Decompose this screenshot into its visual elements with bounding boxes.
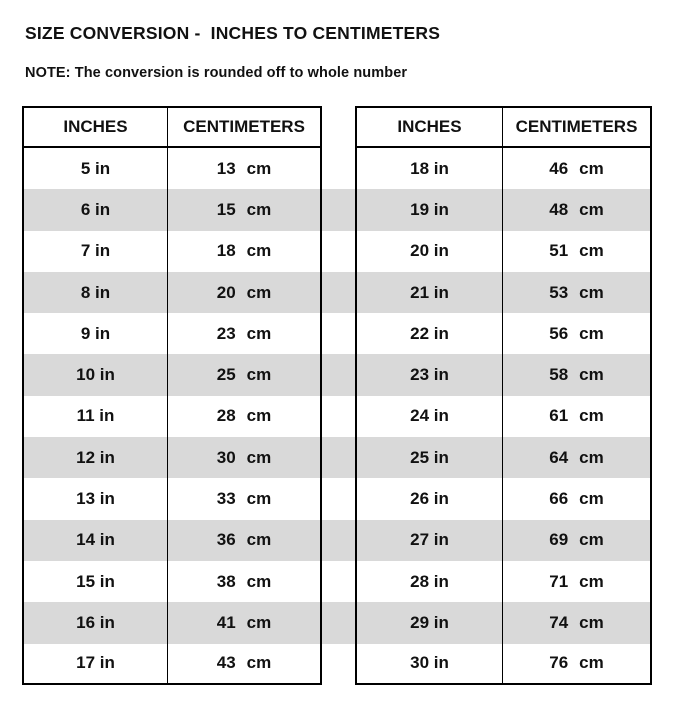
cm-unit: cm — [579, 489, 604, 509]
centimeters-cell — [168, 602, 322, 643]
cm-unit: cm — [246, 489, 272, 509]
inches-cell: 15 in — [22, 561, 168, 602]
inches-cell: 8 in — [22, 272, 168, 313]
table-gap — [322, 106, 355, 148]
table-gap — [322, 354, 355, 395]
inches-cell: 22 in — [355, 313, 503, 354]
left-table-inches-header: INCHES — [22, 106, 168, 148]
table-row — [22, 313, 652, 354]
inches-cell: 20 in — [355, 231, 503, 272]
inches-cell: 27 in — [355, 520, 503, 561]
cm-unit: cm — [579, 406, 604, 426]
centimeters-cell — [168, 396, 322, 437]
cm-value: 76 — [549, 653, 569, 673]
table-gap — [322, 437, 355, 478]
cm-value: 30 — [216, 447, 236, 467]
table-gap — [322, 644, 355, 685]
cm-unit: cm — [246, 612, 272, 632]
inches-cell: 25 in — [355, 437, 503, 478]
cm-value: 33 — [216, 489, 236, 509]
right-table-centimeters-header: CENTIMETERS — [503, 106, 652, 148]
cm-unit: cm — [579, 241, 604, 261]
cm-unit: cm — [246, 365, 272, 385]
table-gap — [322, 313, 355, 354]
table-header-row — [22, 106, 652, 148]
cm-unit: cm — [246, 530, 272, 550]
inches-cell: 11 in — [22, 396, 168, 437]
cm-value: 53 — [549, 282, 569, 302]
table-gap — [322, 148, 355, 189]
table-row — [22, 644, 652, 685]
cm-value: 41 — [216, 612, 236, 632]
cm-unit: cm — [246, 571, 272, 591]
table-row — [22, 148, 652, 189]
inches-cell: 18 in — [355, 148, 503, 189]
cm-value: 74 — [549, 612, 569, 632]
left-table-centimeters-header: CENTIMETERS — [168, 106, 322, 148]
table-row — [22, 478, 652, 519]
cm-value: 51 — [549, 241, 569, 261]
inches-cell: 12 in — [22, 437, 168, 478]
cm-value: 20 — [216, 282, 236, 302]
inches-cell: 5 in — [22, 148, 168, 189]
centimeters-cell — [168, 520, 322, 561]
centimeters-cell — [168, 148, 322, 189]
cm-value: 64 — [549, 447, 569, 467]
inches-cell: 6 in — [22, 189, 168, 230]
centimeters-cell — [168, 354, 322, 395]
conversion-body-rows — [22, 148, 652, 685]
cm-unit: cm — [246, 282, 272, 302]
centimeters-cell — [168, 478, 322, 519]
cm-value: 13 — [216, 158, 236, 178]
cm-unit: cm — [579, 158, 604, 178]
centimeters-cell — [168, 644, 322, 685]
cm-unit: cm — [246, 199, 272, 219]
table-row — [22, 231, 652, 272]
cm-value: 66 — [549, 489, 569, 509]
cm-unit: cm — [579, 365, 604, 385]
cm-value: 43 — [216, 653, 236, 673]
right-table-inches-header: INCHES — [355, 106, 503, 148]
inches-cell: 16 in — [22, 602, 168, 643]
inches-cell: 26 in — [355, 478, 503, 519]
table-row — [22, 520, 652, 561]
cm-unit: cm — [579, 530, 604, 550]
centimeters-cell — [503, 354, 652, 395]
inches-cell: 21 in — [355, 272, 503, 313]
inches-cell: 7 in — [22, 231, 168, 272]
inches-cell: 23 in — [355, 354, 503, 395]
cm-value: 36 — [216, 530, 236, 550]
cm-value: 23 — [216, 323, 236, 343]
page-note: NOTE: The conversion is rounded off to whole number — [25, 65, 408, 81]
centimeters-cell — [503, 437, 652, 478]
cm-value: 71 — [549, 571, 569, 591]
cm-value: 69 — [549, 530, 569, 550]
cm-value: 61 — [549, 406, 569, 426]
centimeters-cell — [168, 189, 322, 230]
cm-unit: cm — [579, 612, 604, 632]
centimeters-cell — [503, 272, 652, 313]
page-title: SIZE CONVERSION - INCHES TO CENTIMETERS — [25, 23, 441, 43]
cm-unit: cm — [246, 406, 272, 426]
table-gap — [322, 231, 355, 272]
inches-cell: 10 in — [22, 354, 168, 395]
table-gap — [322, 272, 355, 313]
cm-unit: cm — [579, 282, 604, 302]
centimeters-cell — [503, 231, 652, 272]
centimeters-cell — [168, 231, 322, 272]
cm-value: 38 — [216, 571, 236, 591]
inches-cell: 24 in — [355, 396, 503, 437]
centimeters-cell — [503, 478, 652, 519]
centimeters-cell — [503, 396, 652, 437]
inches-cell: 29 in — [355, 602, 503, 643]
centimeters-cell — [168, 272, 322, 313]
table-row — [22, 437, 652, 478]
table-gap — [322, 189, 355, 230]
table-gap — [322, 561, 355, 602]
centimeters-cell — [168, 437, 322, 478]
inches-cell: 30 in — [355, 644, 503, 685]
centimeters-cell — [168, 561, 322, 602]
table-gap — [322, 478, 355, 519]
table-row — [22, 396, 652, 437]
table-row — [22, 354, 652, 395]
centimeters-cell — [503, 520, 652, 561]
inches-cell: 13 in — [22, 478, 168, 519]
centimeters-cell — [503, 189, 652, 230]
table-row — [22, 189, 652, 230]
cm-unit: cm — [246, 241, 272, 261]
conversion-tables — [22, 106, 652, 685]
table-row — [22, 561, 652, 602]
centimeters-cell — [503, 644, 652, 685]
cm-unit: cm — [246, 653, 272, 673]
cm-unit: cm — [579, 571, 604, 591]
centimeters-cell — [503, 602, 652, 643]
inches-cell: 9 in — [22, 313, 168, 354]
inches-cell: 28 in — [355, 561, 503, 602]
cm-value: 46 — [549, 158, 569, 178]
cm-unit: cm — [579, 653, 604, 673]
centimeters-cell — [168, 313, 322, 354]
table-gap — [322, 396, 355, 437]
table-gap — [322, 520, 355, 561]
cm-unit: cm — [246, 158, 272, 178]
inches-cell: 17 in — [22, 644, 168, 685]
centimeters-cell — [503, 313, 652, 354]
inches-cell: 14 in — [22, 520, 168, 561]
cm-value: 15 — [216, 199, 236, 219]
cm-value: 28 — [216, 406, 236, 426]
table-gap — [322, 602, 355, 643]
cm-value: 58 — [549, 365, 569, 385]
cm-unit: cm — [246, 323, 272, 343]
centimeters-cell — [503, 148, 652, 189]
cm-value: 18 — [216, 241, 236, 261]
cm-unit: cm — [579, 447, 604, 467]
table-row — [22, 602, 652, 643]
cm-value: 56 — [549, 323, 569, 343]
cm-unit: cm — [246, 447, 272, 467]
centimeters-cell — [503, 561, 652, 602]
cm-unit: cm — [579, 199, 604, 219]
table-row — [22, 272, 652, 313]
cm-value: 25 — [216, 365, 236, 385]
inches-cell: 19 in — [355, 189, 503, 230]
cm-value: 48 — [549, 199, 569, 219]
cm-unit: cm — [579, 323, 604, 343]
